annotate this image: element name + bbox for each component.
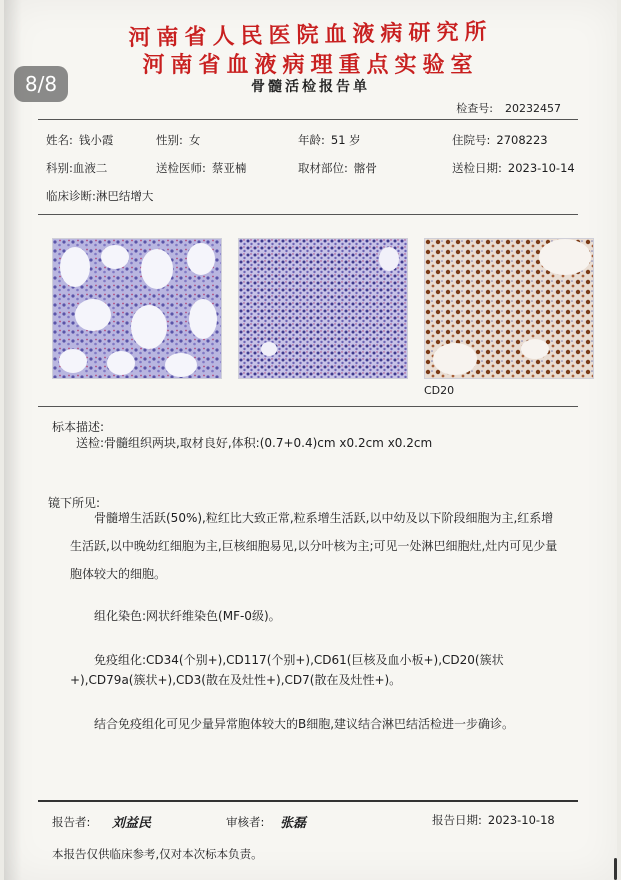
exam-number-value: 20232457	[505, 102, 561, 115]
send-date-value: 2023-10-14	[507, 161, 575, 175]
patient-age	[298, 132, 361, 148]
he-stain-image-1	[52, 238, 222, 379]
patient-name	[46, 132, 113, 148]
patient-admission	[452, 132, 548, 148]
report-title: 骨髓活检报告单	[251, 79, 370, 95]
exam-number	[456, 100, 561, 116]
histochem-paragraph: 组化染色:网状纤维染色(MF-0级)。	[94, 609, 281, 623]
reporter-label: 报告者:	[52, 815, 91, 829]
report-date-value: 2023-10-18	[487, 813, 555, 827]
patient-doctor	[156, 160, 246, 176]
sex-value: 女	[188, 133, 201, 147]
lab-title: 河南省血液病理重点实验室	[142, 52, 479, 78]
divider	[38, 800, 578, 802]
patient-send-date	[452, 160, 575, 176]
dept-value: 血液二	[72, 161, 108, 175]
divider	[38, 406, 578, 407]
report-date-label: 报告日期:	[432, 813, 482, 827]
send-date-label: 送检日期:	[452, 161, 502, 175]
divider	[38, 119, 578, 120]
microscopy-paragraph: 骨髓增生活跃(50%),粒红比大致正常,粒系增生活跃,以中幼及以下阶段细胞为主,红系增生活跃,以中晚幼红细胞为主,巨核细胞易见,以分叶核为主;可见一处淋巴细胞灶,灶内可见少量胞体较大的细胞。	[70, 511, 558, 581]
name-label: 姓名:	[46, 133, 73, 147]
dept-label: 科别:	[46, 161, 73, 175]
page-indicator[interactable]: 8/8	[14, 66, 68, 102]
specimen-description: 送检:骨髓组织两块,取材良好,体积:(0.7+0.4)cm x0.2cm x0.2cm	[76, 436, 433, 450]
site-value: 髂骨	[353, 161, 377, 175]
ihc-cd20-image	[424, 238, 594, 379]
institute-title: 河南省人民医院血液病研究所	[128, 18, 493, 52]
doctor-label: 送检医师:	[156, 161, 206, 175]
diagnosis-value: 淋巴结增大	[95, 189, 154, 203]
diagnosis-label: 临床诊断:	[46, 189, 96, 203]
patient-sex	[156, 132, 200, 148]
divider	[38, 214, 578, 215]
specimen-heading: 标本描述:	[52, 420, 105, 434]
reporter-signature: 刘益民	[112, 816, 152, 831]
reviewer-label: 审核者:	[226, 815, 265, 829]
patient-site	[298, 160, 377, 176]
exam-number-label: 检查号:	[456, 102, 493, 115]
cd20-caption: CD20	[424, 384, 455, 397]
ihc-paragraph: 免疫组化:CD34(个别+),CD117(个别+),CD61(巨核及血小板+),CD20(簇状+),CD79a(簇状+),CD3(散在及灶性+),CD7(散在及灶性+)。	[70, 653, 504, 687]
age-label: 年龄:	[298, 133, 325, 147]
clinical-diagnosis	[46, 188, 153, 204]
admission-value: 2708223	[496, 133, 548, 147]
microscopy-heading: 镜下所见:	[48, 496, 101, 510]
conclusion-paragraph: 结合免疫组化可见少量异常胞体较大的B细胞,建议结合淋巴结活检进一步确诊。	[94, 717, 515, 731]
he-stain-image-2	[238, 238, 408, 379]
sex-label: 性别:	[156, 133, 183, 147]
site-label: 取材部位:	[298, 161, 348, 175]
patient-dept	[46, 160, 107, 176]
reviewer-signature: 张磊	[280, 816, 307, 831]
admission-label: 住院号:	[452, 133, 491, 147]
doctor-value: 蔡亚楠	[211, 161, 247, 175]
disclaimer: 本报告仅供临床参考,仅对本次标本负责。	[52, 847, 263, 861]
name-value: 钱小霞	[78, 133, 114, 147]
report-date	[432, 812, 555, 828]
age-value: 51 岁	[330, 133, 361, 147]
scrollbar[interactable]	[614, 858, 617, 880]
